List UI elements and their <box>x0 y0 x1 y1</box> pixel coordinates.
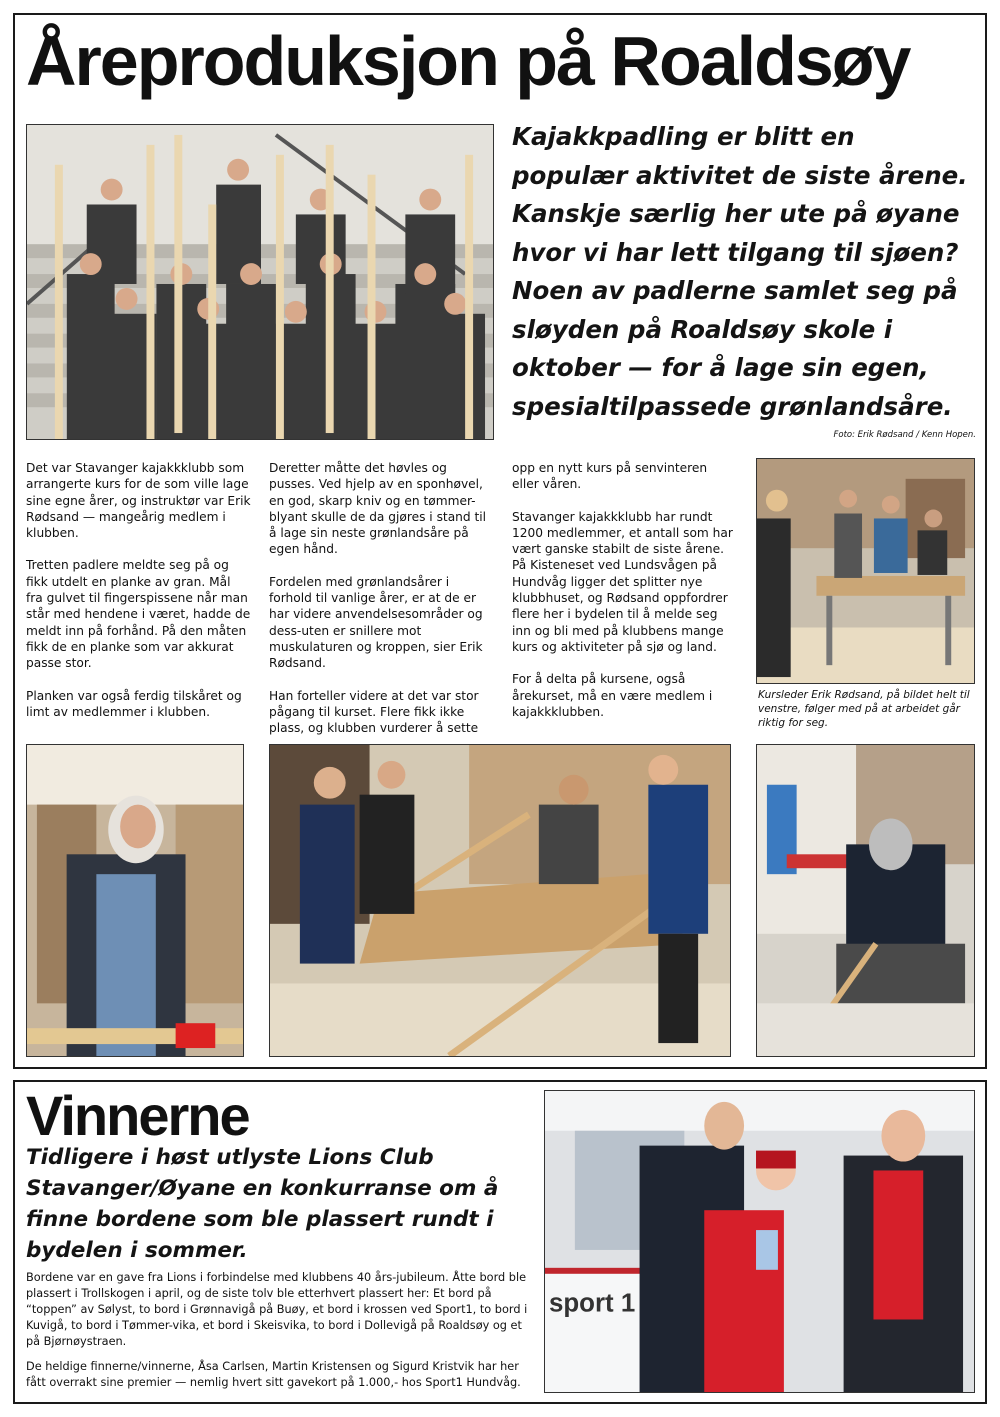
winners-headline: Vinnerne <box>26 1084 249 1147</box>
paragraph: De heldige finnerne/vinnerne, Åsa Carlsen, Martin Kristensen og Sigurd Kristvik har her fått overrakt sine premier — nemlig hvert sitt gavekort på 1.000,- hos Sport1 Hundvåg. <box>26 1360 521 1389</box>
photo-caption: Kursleder Erik Rødsand, på bildet helt til venstre, følger med på at arbeidet går riktig for seg. <box>758 689 970 729</box>
winners-photo <box>544 1090 975 1393</box>
paragraph: Tretten padlere meldte seg på og fikk utdelt en planke av gran. Mål fra gulvet til fingerspissene når man står med hendene i været, hadde de meldt inn på forhånd. På den måten fikk de en planke som var akkurat passe stor. <box>26 558 251 671</box>
paragraph: For å delta på kursene, også årekurset, må en være medlem i kajakkklubben. <box>512 672 713 719</box>
body-column-1 <box>26 460 251 736</box>
carving-photo <box>756 744 975 1057</box>
body-column-2 <box>269 460 494 752</box>
paragraph: Stavanger kajakkklubb har rundt 1200 medlemmer, et antall som har vært ganske stabilt de siste årene. På Kisteneset ved Lundsvågen på Hundvåg ligger det splitter nye klubbhuset, og Rødsand oppfordrer flere her i bydelen til å melde seg inn og bli med på klubbens mange kurs og aktiviteter på sjø og land. <box>512 509 733 654</box>
group-photo <box>26 124 494 440</box>
paragraph: Fordelen med grønlandsårer i forhold til vanlige årer, er at de er har videre anvendelsesområder og dess-uten er snillere mot muskulaturen og kroppen, sier Erik Rødsand. <box>269 574 483 671</box>
article-headline: Åreproduksjon på Roaldsøy <box>26 22 910 100</box>
winners-lead: Tidligere i høst utlyste Lions Club Stavanger/Øyane en konkurranse om å finne bordene som ble plassert rundt i bydelen i sommer. <box>26 1145 499 1263</box>
paragraph: opp en nytt kurs på senvinteren eller våren. <box>512 461 708 492</box>
instructor-photo <box>26 744 244 1057</box>
winners-body <box>26 1270 536 1400</box>
paragraph: Det var Stavanger kajakkklubb som arrangerte kurs for de som ville lage sine egne årer, og instruktør var Erik Rødsand — mangeårig medlem i klubben. <box>26 461 251 541</box>
planing-photo <box>269 744 731 1057</box>
article-lead: Kajakkpadling er blitt en populær aktivitet de siste årene. Kanskje særlig her ute på øyane hvor vi har lett tilgang til sjøen? Noen av padlerne samlet seg på sløyden på Roaldsøy skole i oktober — for å lage sin egen, spesialtilpassede grønlandsåre. <box>512 122 968 421</box>
paragraph: Han forteller videre at det var stor pågang til kurset. Flere fikk ikke plass, og klubben vurderer å sette <box>269 688 479 736</box>
paragraph: Planken var også ferdig tilskåret og limt av medlemmer i klubben. <box>26 688 242 719</box>
paragraph: Bordene var en gave fra Lions i forbindelse med klubbens 40 års-jubileum. Åtte bord ble plassert i Trollskogen i april, og de siste tolv ble etterhvert plassert her: Et bord på “toppen” av Sølyst, to bord i Grønnavigå på Buøy, et bord i krossen ved Sport1, to bord i Kuvigå, to bord i Tømmer-vika, et bord i Skeisvika, to bord i Dollevigå på Roaldsøy og et på Bjørnøystraen. <box>26 1271 528 1348</box>
workshop-photo <box>756 458 975 684</box>
store-sign: sport 1 <box>548 1289 636 1318</box>
paragraph: Deretter måtte det høvles og pusses. Ved hjelp av en sponhøvel, en god, skarp kniv og en tømmer-blyant skulle de da gjøres i stand til å lage sin neste grønlandsåre på egen hånd. <box>269 461 487 557</box>
photo-credit: Foto: Erik Rødsand / Kenn Hopen. <box>833 430 976 440</box>
body-column-3 <box>512 460 737 736</box>
